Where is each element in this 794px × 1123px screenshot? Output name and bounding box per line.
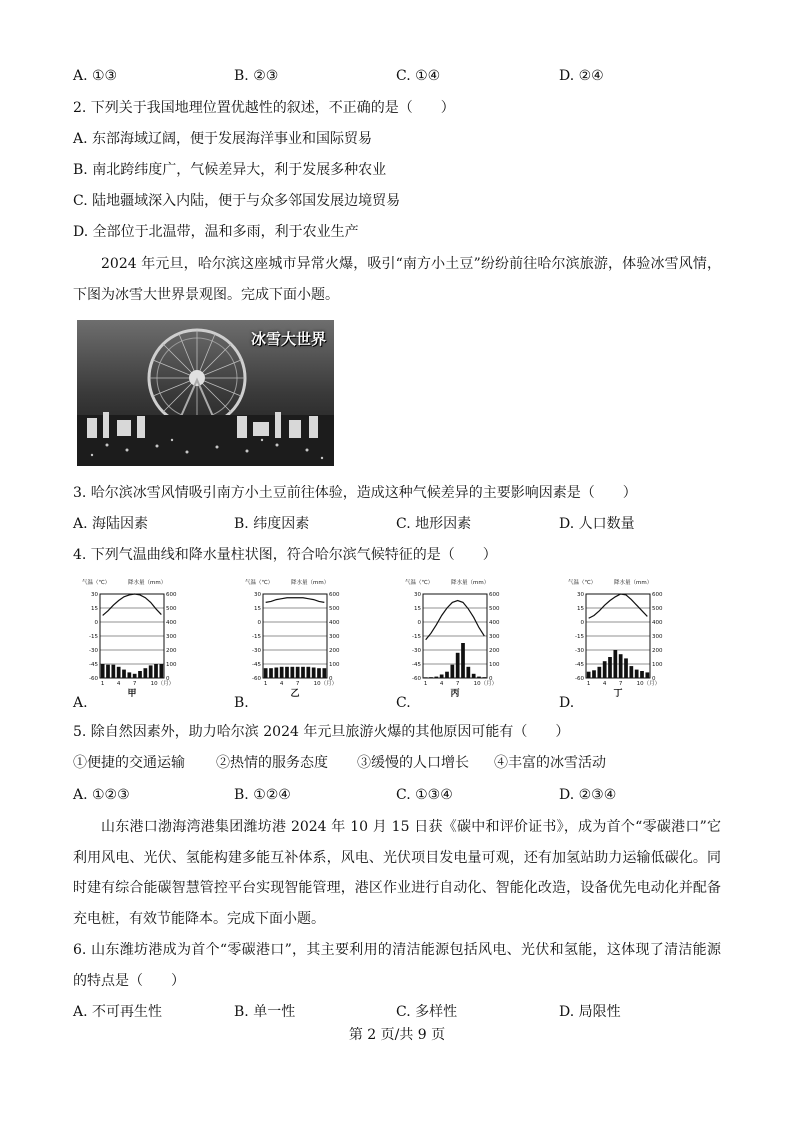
precip-tick-label: 200 — [652, 648, 663, 654]
q4-stem: 4. 下列气温曲线和降水量柱状图，符合哈尔滨气候特征的是（ ） — [73, 547, 497, 563]
temp-tick-label: 0 — [257, 620, 261, 626]
precip-bar — [461, 643, 465, 678]
precip-tick-label: 300 — [329, 634, 340, 640]
precip-tick-label: 400 — [166, 620, 177, 626]
precip-tick-label: 200 — [489, 648, 500, 654]
temp-tick-label: 30 — [414, 592, 421, 598]
precip-bar — [133, 674, 137, 678]
q6-option-b[interactable]: B. 单一性 — [234, 1004, 296, 1020]
month-tick-label: 1 — [100, 681, 105, 687]
precip-tick-label: 500 — [329, 606, 340, 612]
temp-tick-label: -60 — [412, 676, 421, 682]
precip-bar — [154, 664, 158, 678]
q5-item-2: ②热情的服务态度 — [216, 755, 328, 771]
precip-tick-label: 600 — [652, 592, 663, 598]
precip-bar — [290, 667, 294, 678]
month-tick-label: 7 — [132, 681, 137, 687]
climate-chart-svg — [568, 578, 673, 700]
precip-bar — [440, 675, 444, 679]
temp-tick-label: 15 — [577, 606, 584, 612]
precip-bar — [306, 667, 310, 678]
passage-harbin: 2024 年元旦，哈尔滨这座城市异常火爆，吸引“南方小土豆”纷纷前往哈尔滨旅游，体验冰雪风情，下图为冰雪大世界景观图。完成下面小题。 — [73, 256, 721, 303]
chart-name-label: 丁 — [613, 689, 623, 699]
q4-option-b[interactable]: B. — [234, 695, 249, 711]
temp-tick-label: -30 — [412, 648, 421, 654]
climate-chart-yi — [245, 578, 350, 700]
temp-tick-label: -30 — [252, 648, 261, 654]
precip-bar — [613, 650, 617, 678]
temp-tick-label: -45 — [252, 662, 261, 668]
temperature-curve — [426, 601, 485, 640]
precip-bar — [159, 664, 163, 678]
precip-bar — [445, 672, 449, 678]
q6-options — [73, 1002, 733, 1022]
temp-axis-header: 气温（℃） — [245, 580, 274, 586]
q1-option-b[interactable]: B. ②③ — [234, 68, 279, 84]
climate-chart-bing — [405, 578, 510, 700]
temp-tick-label: 30 — [577, 592, 584, 598]
chart-name-label: 乙 — [290, 689, 300, 699]
q4-option-c[interactable]: C. — [396, 695, 411, 711]
temperature-curve — [266, 598, 325, 603]
q5-item-3: ③缓慢的人口增长 — [357, 755, 469, 771]
q2-option-a[interactable]: A. 东部海域辽阔，便于发展海洋事业和国际贸易 — [73, 131, 373, 147]
temp-tick-label: 30 — [91, 592, 98, 598]
precip-bar — [629, 666, 633, 678]
temp-tick-label: 0 — [580, 620, 584, 626]
q1-option-c[interactable]: C. ①④ — [396, 68, 441, 84]
temp-tick-label: 0 — [94, 620, 98, 626]
temp-tick-label: -15 — [575, 634, 584, 640]
temp-tick-label: 15 — [254, 606, 261, 612]
precip-bar — [472, 674, 476, 678]
month-tick-label: 4 — [602, 681, 607, 687]
temp-axis-header: 气温（℃） — [82, 580, 111, 586]
precip-tick-label: 100 — [652, 662, 663, 668]
precip-tick-label: 500 — [489, 606, 500, 612]
precip-bar — [587, 672, 591, 678]
temp-tick-label: 15 — [414, 606, 421, 612]
precip-tick-label: 600 — [489, 592, 500, 598]
temp-tick-label: 15 — [91, 606, 98, 612]
precip-tick-label: 400 — [329, 620, 340, 626]
precip-bar — [285, 667, 289, 678]
precip-axis-header: 降水量（mm） — [128, 580, 167, 586]
q6-option-a[interactable]: A. 不可再生性 — [73, 1004, 163, 1020]
precip-tick-label: 200 — [166, 648, 177, 654]
q1-option-a[interactable]: A. ①③ — [73, 68, 118, 84]
chart-name-label: 丙 — [450, 689, 460, 699]
precip-tick-label: 300 — [166, 634, 177, 640]
precip-bar — [264, 668, 268, 678]
precip-bar — [597, 667, 601, 678]
precip-axis-header: 降水量（mm） — [614, 580, 653, 586]
q6-stem: 6. 山东潍坊港成为首个“零碳港口”，其主要利用的清洁能源包括风电、光伏和氢能，这体现了清洁能源的特点是（ ） — [73, 942, 721, 989]
climate-chart-svg — [405, 578, 510, 700]
climate-chart-jia — [82, 578, 187, 700]
month-tick-label: 10（月） — [636, 681, 661, 687]
q2-option-c[interactable]: C. 陆地疆域深入内陆，便于与众多邻国发展边境贸易 — [73, 193, 401, 209]
precip-bar — [624, 658, 628, 678]
q1-option-d[interactable]: D. ②④ — [559, 68, 604, 84]
q1-options — [73, 66, 733, 86]
precip-tick-label: 100 — [166, 662, 177, 668]
month-tick-label: 4 — [439, 681, 444, 687]
passage-weifang-port: 山东港口渤海湾港集团潍坊港 2024 年 10 月 15 日获《碳中和评价证书》，成为首个“零碳港口”它利用风电、光伏、氢能构建多能互补体系，风电、光伏项目发电量可观，还有加氢站助力运输低碳化。同时建有综合能碳智慧管控平台实现智能管理，港区作业进行自动化、智能化改造，设备优先电动化并配备充电桩，有效节能降本。完成下面小题。 — [73, 819, 721, 927]
precip-bar — [424, 677, 428, 678]
temp-tick-label: 0 — [417, 620, 421, 626]
q5-item-4: ④丰富的冰雪活动 — [494, 755, 606, 771]
precip-bar — [482, 677, 486, 678]
q3-option-a[interactable]: A. 海陆因素 — [73, 516, 149, 532]
photo-caption: 冰雪大世界 — [250, 330, 326, 348]
temp-tick-label: -15 — [89, 634, 98, 640]
precip-bar — [322, 668, 326, 678]
month-tick-label: 10（月） — [473, 681, 498, 687]
q5-stem: 5. 除自然因素外，助力哈尔滨 2024 年元旦旅游火爆的其他原因可能有（ ） — [73, 724, 570, 740]
precip-bar — [122, 670, 126, 678]
precip-bar — [280, 667, 284, 678]
q2-option-d[interactable]: D. 全部位于北温带，温和多雨，利于农业生产 — [73, 224, 359, 240]
q5-items — [73, 753, 733, 773]
precip-bar — [477, 677, 481, 678]
precip-tick-label: 0 — [489, 676, 493, 682]
precip-bar — [603, 661, 607, 678]
precip-tick-label: 0 — [329, 676, 333, 682]
q4-options — [73, 693, 733, 713]
q4-option-a[interactable]: A. — [73, 695, 88, 711]
temp-axis-header: 气温（℃） — [568, 580, 597, 586]
precip-axis-header: 降水量（mm） — [291, 580, 330, 586]
climate-chart-svg — [82, 578, 187, 700]
precip-bar — [138, 671, 142, 678]
temp-axis-header: 气温（℃） — [405, 580, 434, 586]
temp-tick-label: -30 — [575, 648, 584, 654]
temp-tick-label: -60 — [89, 676, 98, 682]
temperature-curve — [103, 594, 162, 615]
q2-stem: 2. 下列关于我国地理位置优越性的叙述，不正确的是（ ） — [73, 100, 455, 116]
precip-bar — [619, 654, 623, 678]
precip-bar — [117, 667, 121, 678]
precip-bar — [274, 668, 278, 679]
month-tick-label: 4 — [279, 681, 284, 687]
q5-option-a[interactable]: A. ①②③ — [73, 787, 130, 803]
q6-option-c[interactable]: C. 多样性 — [396, 1004, 458, 1020]
precip-tick-label: 300 — [652, 634, 663, 640]
precip-tick-label: 100 — [329, 662, 340, 668]
precip-tick-label: 0 — [166, 676, 170, 682]
q3-options — [73, 514, 733, 534]
q5-option-c[interactable]: C. ①③④ — [396, 787, 453, 803]
precip-tick-label: 200 — [329, 648, 340, 654]
temp-tick-label: -15 — [412, 634, 421, 640]
month-tick-label: 1 — [423, 681, 428, 687]
precip-bar — [635, 670, 639, 678]
month-tick-label: 1 — [586, 681, 591, 687]
q5-options — [73, 785, 733, 805]
precip-tick-label: 400 — [489, 620, 500, 626]
temp-tick-label: -45 — [412, 662, 421, 668]
q4-option-d[interactable]: D. — [559, 695, 575, 711]
precip-bar — [301, 667, 305, 678]
q3-stem: 3. 哈尔滨冰雪风情吸引南方小土豆前往体验，造成这种气候差异的主要影响因素是（ ） — [73, 485, 637, 501]
precip-bar — [111, 665, 115, 678]
q5-option-d[interactable]: D. ②③④ — [559, 787, 617, 803]
precip-bar — [640, 671, 644, 678]
precip-tick-label: 0 — [652, 676, 656, 682]
precip-bar — [466, 667, 470, 678]
page-footer: 第 2 页/共 9 页 — [348, 1027, 446, 1043]
climate-chart-svg — [245, 578, 350, 700]
precip-bar — [592, 670, 596, 678]
precip-bar — [296, 667, 300, 678]
temp-tick-label: -45 — [575, 662, 584, 668]
precip-bar — [106, 665, 110, 678]
month-tick-label: 7 — [455, 681, 460, 687]
precip-bar — [143, 668, 147, 678]
precip-bar — [608, 657, 612, 678]
q6-option-d[interactable]: D. 局限性 — [559, 1004, 621, 1020]
precip-tick-label: 100 — [489, 662, 500, 668]
temp-tick-label: -60 — [252, 676, 261, 682]
temp-tick-label: -15 — [252, 634, 261, 640]
precip-bar — [317, 668, 321, 678]
ice-snow-world-photo — [77, 320, 334, 466]
precip-bar — [456, 653, 460, 678]
month-tick-label: 4 — [116, 681, 121, 687]
precip-bar — [101, 664, 105, 678]
q3-option-b[interactable]: B. 纬度因素 — [234, 516, 310, 532]
temp-tick-label: -30 — [89, 648, 98, 654]
temp-tick-label: -60 — [575, 676, 584, 682]
climate-chart-ding — [568, 578, 673, 700]
precip-tick-label: 500 — [166, 606, 177, 612]
q3-option-c[interactable]: C. 地形因素 — [396, 516, 472, 532]
precip-bar — [149, 665, 153, 678]
month-tick-label: 10（月） — [313, 681, 338, 687]
chart-name-label: 甲 — [127, 689, 137, 699]
precip-tick-label: 600 — [329, 592, 340, 598]
temp-tick-label: -45 — [89, 662, 98, 668]
precip-axis-header: 降水量（mm） — [451, 580, 490, 586]
precip-bar — [429, 677, 433, 678]
temp-tick-label: 30 — [254, 592, 261, 598]
month-tick-label: 10（月） — [150, 681, 175, 687]
q5-item-1: ①便捷的交通运输 — [73, 755, 185, 771]
month-tick-label: 7 — [295, 681, 300, 687]
precip-bar — [269, 668, 273, 678]
month-tick-label: 7 — [618, 681, 623, 687]
precip-bar — [127, 672, 131, 678]
precip-tick-label: 400 — [652, 620, 663, 626]
q3-option-d[interactable]: D. 人口数量 — [559, 516, 635, 532]
precip-tick-label: 300 — [489, 634, 500, 640]
q5-option-b[interactable]: B. ①②④ — [234, 787, 291, 803]
precip-tick-label: 500 — [652, 606, 663, 612]
precip-bar — [312, 668, 316, 679]
q2-option-b[interactable]: B. 南北跨纬度广，气候差异大，利于发展多种农业 — [73, 162, 387, 178]
precip-bar — [450, 665, 454, 678]
month-tick-label: 1 — [263, 681, 268, 687]
temperature-curve — [589, 594, 648, 618]
precip-bar — [434, 677, 438, 678]
precip-bar — [645, 672, 649, 678]
precip-tick-label: 600 — [166, 592, 177, 598]
